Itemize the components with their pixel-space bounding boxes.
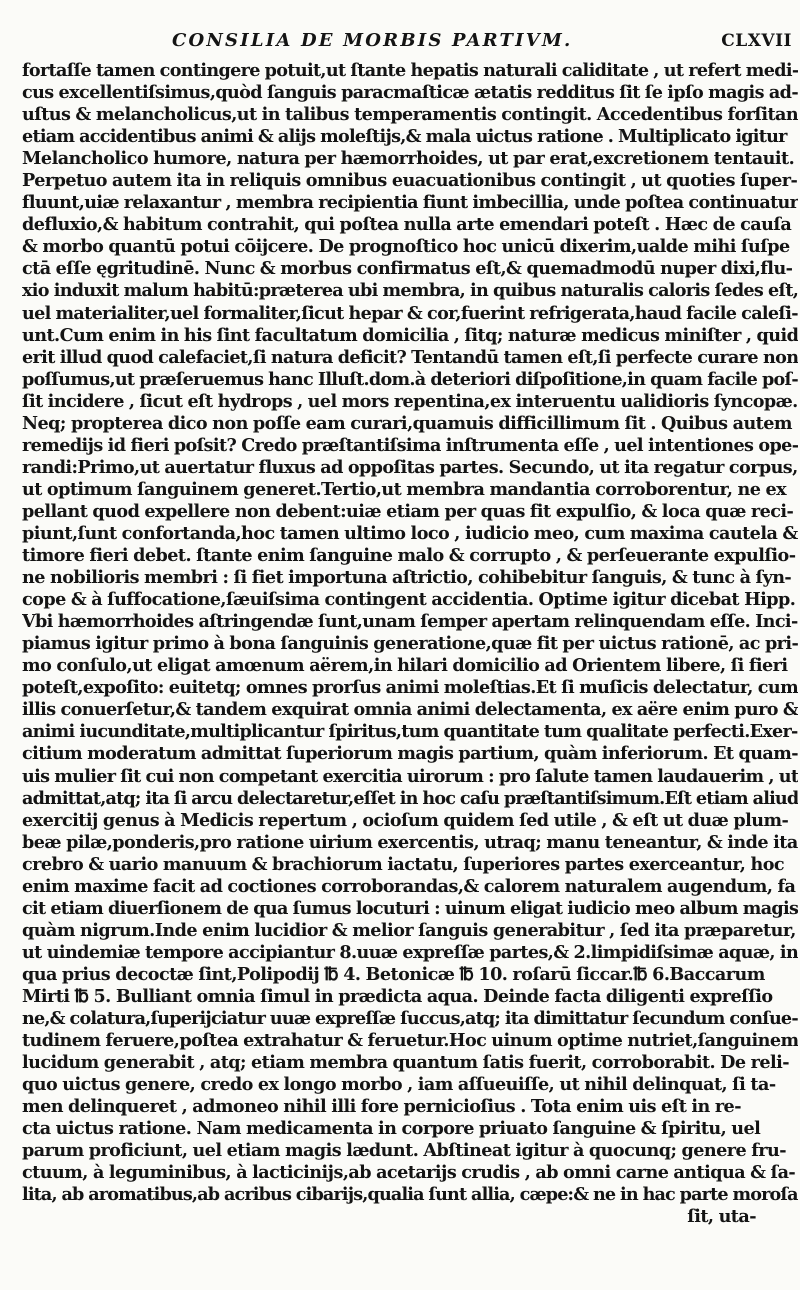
text-line: uis mulier ſit cui non competant exercitia uirorum : pro ſalute tamen laudauerim , ut	[22, 765, 798, 787]
text-line: timore fieri debet. ſtante enim ſanguine malo & corrupto , & perſeuerante expulſio-	[22, 545, 796, 567]
text-line: cus excellentiſsimus,quòd ſanguis paracmaſticæ ætatis redditus ſit ſe ipſo magis ad-	[22, 82, 798, 104]
text-line: etiam accidentibus animi & alijs moleſtijs,& mala uictus ratione . Multiplicato igitur	[22, 126, 787, 148]
text-line: ut optimum ſanguinem generet.Tertio,ut membra mandantia corroborentur, ne ex	[22, 478, 787, 500]
text-line: Neq; propterea dico non poſſe eam curari,quamuis difficillimum ſit . Quibus autem	[22, 412, 792, 434]
text-line: enim maxime facit ad coctiones corroborandas,& calorem naturalem augendum, fa	[22, 875, 796, 897]
text-line: Mirti ℔ 5. Bulliant omnia ſimul in prædicta aqua. Deinde facta diligenti expreſſio	[22, 985, 773, 1007]
text-line: quàm nigrum.Inde enim lucidior & melior ſanguis generabitur , ſed ita præparetur,	[22, 919, 796, 941]
text-line: unt.Cum enim in his ſint facultatum domicilia , ſitq; naturæ medicus miniſter , quid	[22, 324, 798, 346]
text-line: Perpetuo autem ita in reliquis omnibus euacuationibus contingit , ut quoties ſuper-	[22, 170, 798, 192]
text-line: randi:Primo,ut auertatur fluxus ad oppoſitas partes. Secundo, ut ita regatur corpus,	[22, 456, 798, 478]
text-line: piunt,ſunt confortanda,hoc tamen ultimo loco , iudicio meo, cum maxima cautela &	[22, 522, 798, 544]
text-line: cit etiam diuerſionem de qua ſumus locuturi : uinum eligat iudicio meo album magis	[22, 897, 798, 919]
text-line: lita, ab aromatibus,ab acribus cibarijs,qualia ſunt allia, cæpe:& ne in hac parte moroſa	[22, 1184, 798, 1206]
text-line: uſtus & melancholicus,ut in talibus temperamentis contingit. Accedentibus forſitan	[22, 104, 798, 126]
text-line: mo conſulo,ut eligat amœnum aërem,in hilari domicilio ad Orientem libere, ſi fieri	[22, 655, 788, 677]
text-line: beæ pilæ,ponderis,pro ratione uirium exercentis, utraq; manu teneantur, & inde ita	[22, 831, 798, 853]
text-line: ne nobilioris membri : ſi fiet importuna aſtrictio, cohibebitur ſanguis, & tunc à ſyn-	[22, 567, 792, 589]
text-line: illis conuerſetur,& tandem exquirat omnia animi delectamenta, ex aëre enim puro &	[22, 699, 798, 721]
text-line: Vbi hæmorrhoides aſtringendæ ſunt,unam ſemper apertam relinquendam eſſe. Inci-	[22, 611, 798, 633]
text-line: poteſt,expoſito: euitetq; omnes prorſus animi moleſtias.Et ſi muſicis delectatur, cum	[22, 677, 798, 699]
text-line: men delinqueret , admoneo nihil illi fore pernicioſius . Tota enim uis eſt in re-	[22, 1096, 741, 1118]
text-line: citium moderatum admittat ſuperiorum magis partium, quàm inferiorum. Et quam-	[22, 743, 798, 765]
text-line: piamus igitur primo à bona ſanguinis generatione,quæ fit per uictus rationē, ac pri-	[22, 633, 798, 655]
catchword: ſit, uta-	[687, 1206, 756, 1228]
text-line: poſſumus,ut præſeruemus hanc Illuſt.dom.à deteriori diſpoſitione,in quam facile poſ-	[22, 368, 798, 390]
text-line: fortaſſe tamen contingere potuit,ut ſtante hepatis naturali caliditate , ut refert medi-	[22, 60, 798, 81]
text-line: ſit incidere , ſicut eſt hydrops , uel mors repentina,ex interuentu ualidioris ſyncopæ.	[22, 390, 798, 412]
text-line: ne,& colatura,ſuperijciatur uuæ expreſſæ ſuccus,atq; ita dimittatur ſecundum conſue-	[22, 1008, 798, 1030]
text-line: xio induxit malum habitū:præterea ubi membra, in quibus naturalis caloris ſedes eſt,	[22, 280, 798, 302]
text-line: & morbo quantū potui cōijcere. De prognoſtico hoc unicū dixerim,ualde mihi ſuſpe	[22, 236, 790, 258]
running-title: CONSILIA DE MORBIS PARTIVM.	[172, 30, 573, 51]
text-line: exercitij genus à Medicis repertum , ocioſum quidem ſed utile , & eſt ut duæ plum-	[22, 809, 789, 831]
text-line: ut uindemiæ tempore accipiantur 8.uuæ expreſſæ partes,& 2.limpidiſsimæ aquæ, in	[22, 941, 798, 963]
text-line: tudinem feruere,poſtea extrahatur & feruetur.Hoc uinum optime nutriet,ſanguinem	[22, 1030, 798, 1052]
text-line: crebro & uario manuum & brachiorum iactatu, ſuperiores partes exerceantur, hoc	[22, 853, 785, 875]
text-line: cta uictus ratione. Nam medicamenta in corpore priuato ſanguine & ſpiritu, uel	[22, 1118, 761, 1140]
text-line: qua prius decoctæ ſint,Polipodij ℔ 4. Betonicæ ℔ 10. roſarū ſiccar.℔ 6.Baccarum	[22, 963, 765, 985]
text-line: erit illud quod calefaciet,ſi natura deficit? Tentandū tamen eſt,ſi perfecte curare non	[22, 346, 798, 368]
text-line: uel materialiter,uel formaliter,ſicut hepar & cor,fuerint refrigerata,haud facile caleſi-	[22, 302, 798, 324]
text-line: lucidum generabit , atq; etiam membra quantum ſatis fuerit, corroborabit. De reli-	[22, 1052, 789, 1074]
text-line: Melancholico humore, natura per hæmorrhoides, ut par erat,excretionem tentauit.	[22, 148, 795, 170]
text-line: ctuum, à leguminibus, à lacticinijs,ab acetarijs crudis , ab omni carne antiqua & ſa-	[22, 1162, 796, 1184]
text-line: remedijs id fieri poſsit? Credo præſtantiſsima inſtrumenta eſſe , uel intentiones ope-	[22, 434, 798, 456]
folio-number: CLXVII	[721, 31, 792, 51]
text-line: ctā eſſe ęgritudinē. Nunc & morbus confirmatus eſt,& quemadmodū nuper dixi,flu-	[22, 258, 793, 280]
text-line: cope & à ſuffocatione,ſæuiſsima contingent accidentia. Optime igitur dicebat Hipp.	[22, 589, 796, 611]
body-text	[22, 60, 798, 1228]
text-line: animi iucunditate,multiplicantur ſpiritus,tum quantitate tum qualitate perfecti.Exer-	[22, 721, 798, 743]
text-line: fluunt,uiæ relaxantur , membra recipientia fiunt imbecillia, unde poſtea continuatur	[22, 192, 798, 214]
running-header	[22, 30, 792, 60]
text-line: parum proficiunt, uel etiam magis lædunt. Abſtineat igitur à quocunq; genere fru-	[22, 1140, 786, 1162]
text-line: admittat,atq; ita ſi arcu delectaretur,eſſet in hoc caſu præſtantiſsimum.Eſt etiam aliud	[22, 787, 798, 809]
text-line: pellant quod expellere non debent:uiæ etiam per quas fit expulſio, & loca quæ reci-	[22, 500, 794, 522]
text-line: quo uictus genere, credo ex longo morbo , iam aſſueuiſſe, ut nihil delinquat, ſi ta-	[22, 1074, 776, 1096]
text-line: defluxio,& habitum contrahit, qui poſtea nulla arte emendari poteſt . Hæc de cauſa	[22, 214, 792, 236]
